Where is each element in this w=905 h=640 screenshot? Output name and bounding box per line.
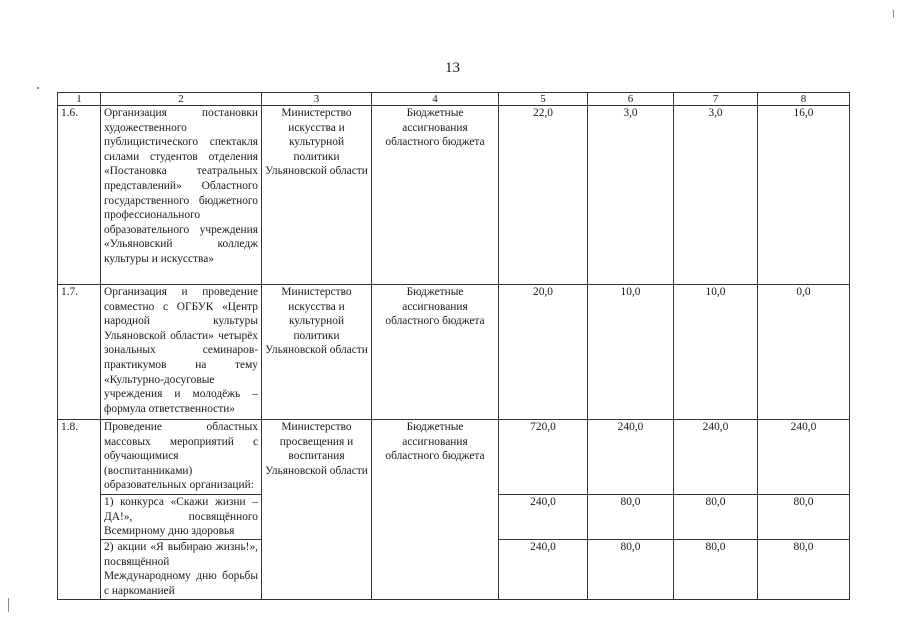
activity-description: Проведение областных массовых мероприятий с обучающимися (воспитанниками) образовательных организаций: <box>101 420 262 495</box>
year3-value: 16,0 <box>758 106 850 285</box>
year1-value: 80,0 <box>588 540 674 600</box>
year2-value: 10,0 <box>674 285 758 420</box>
row-number: 1.6. <box>58 106 101 285</box>
total-value: 20,0 <box>499 285 588 420</box>
funding-source-cell: Бюджетные ассигнования областного бюджета <box>372 285 499 420</box>
table-row <box>58 106 850 285</box>
sub-activity-description: 2) акции «Я выбираю жизнь!», посвящённой Международному дню борьбы с наркоманией <box>101 540 262 600</box>
table-row <box>58 285 850 420</box>
year2-value: 3,0 <box>674 106 758 285</box>
column-header: 4 <box>372 93 499 106</box>
scan-mark <box>37 87 39 89</box>
executor-cell: Министерство искусства и культурной политики Ульяновской области <box>262 285 372 420</box>
year3-value: 0,0 <box>758 285 850 420</box>
year3-value: 80,0 <box>758 495 850 540</box>
year2-value: 80,0 <box>674 540 758 600</box>
total-value: 720,0 <box>499 420 588 495</box>
row-number: 1.7. <box>58 285 101 420</box>
column-header: 8 <box>758 93 850 106</box>
year3-value: 240,0 <box>758 420 850 495</box>
year1-value: 10,0 <box>588 285 674 420</box>
scan-mark <box>893 10 894 18</box>
year2-value: 80,0 <box>674 495 758 540</box>
column-header: 7 <box>674 93 758 106</box>
scan-mark <box>8 598 9 612</box>
executor-cell: Министерство просвещения и воспитания Ульяновской области <box>262 420 372 600</box>
year2-value: 240,0 <box>674 420 758 495</box>
year1-value: 240,0 <box>588 420 674 495</box>
total-value: 240,0 <box>499 495 588 540</box>
sub-activity-description: 1) конкурса «Скажи жизни – ДА!», посвящённого Всемирному дню здоровья <box>101 495 262 540</box>
activity-description: Организация постановки художественного публицистического спектакля силами студентов отделения «Постановка театральных представлений» Областного государственного бюджетного профессионального образовательного учреждения «Ульяновский колледж культуры и искусства» <box>101 106 262 285</box>
year1-value: 80,0 <box>588 495 674 540</box>
header-row <box>58 93 850 106</box>
total-value: 240,0 <box>499 540 588 600</box>
row-number: 1.8. <box>58 420 101 600</box>
total-value: 22,0 <box>499 106 588 285</box>
budget-table <box>57 92 850 600</box>
year1-value: 3,0 <box>588 106 674 285</box>
column-header: 6 <box>588 93 674 106</box>
funding-source-cell: Бюджетные ассигнования областного бюджета <box>372 420 499 600</box>
column-header: 2 <box>101 93 262 106</box>
table-row <box>58 420 850 495</box>
column-header: 5 <box>499 93 588 106</box>
activity-description: Организация и проведение совместно с ОГБУК «Центр народной культуры Ульяновской области» четырёх зональных семинаров-практикумов на тему «Культурно-досуговые учреждения и молодёжь – формула ответственности» <box>101 285 262 420</box>
column-header: 1 <box>58 93 101 106</box>
column-header: 3 <box>262 93 372 106</box>
funding-source-cell: Бюджетные ассигнования областного бюджета <box>372 106 499 285</box>
executor-cell: Министерство искусства и культурной политики Ульяновской области <box>262 106 372 285</box>
page-number: 13 <box>445 60 460 76</box>
year3-value: 80,0 <box>758 540 850 600</box>
